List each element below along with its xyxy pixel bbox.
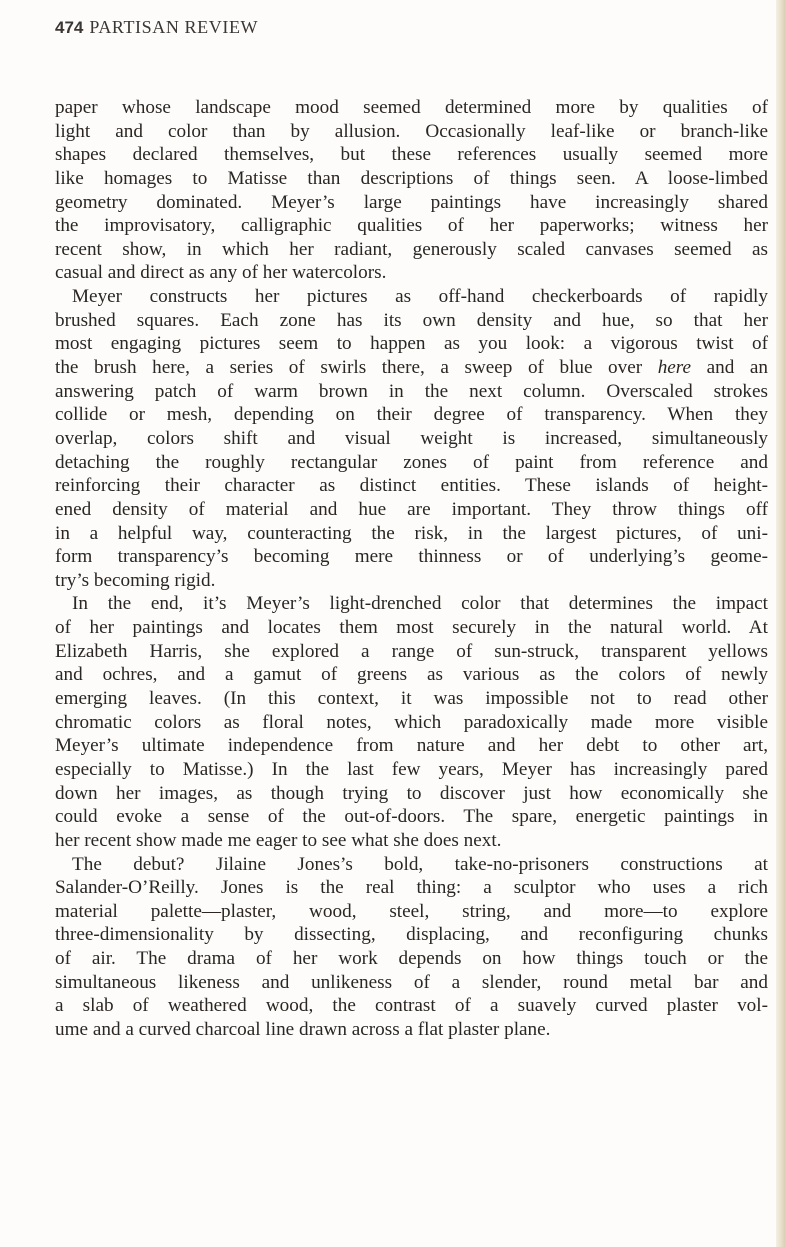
line-text: in a helpful way, counteracting the risk, in the largest pictures, of uni-: [55, 522, 768, 544]
line-text: casual and direct as any of her watercolors.: [55, 262, 387, 284]
line-text: ened density of material and hue are important. They throw things off: [55, 498, 768, 520]
line-text: answering patch of warm brown in the next column. Overscaled strokes: [55, 380, 768, 402]
text-line: [55, 427, 768, 451]
running-header: [55, 17, 258, 38]
text-line: [55, 876, 768, 900]
line-text: the improvisatory, calligraphic qualities of her paperworks; witness her: [55, 215, 768, 237]
text-line: [55, 332, 768, 356]
line-text: her recent show made me eager to see what she does next.: [55, 829, 502, 851]
line-text: simultaneous likeness and unlikeness of a slender, round metal bar and: [55, 971, 768, 993]
text-line: [55, 947, 768, 971]
text-line: [55, 900, 768, 924]
page-number: 474: [55, 18, 84, 37]
text-line: [55, 356, 768, 380]
text-line: [55, 923, 768, 947]
text-line: [55, 687, 768, 711]
line-text: recent show, in which her radiant, generously scaled canvases seemed as: [55, 238, 768, 260]
line-text: light and color than by allusion. Occasionally leaf-like or branch-like: [55, 120, 768, 142]
line-text: material palette—plaster, wood, steel, string, and more—to explore: [55, 900, 768, 922]
text-line: [55, 663, 768, 687]
text-segment: and an: [691, 357, 768, 379]
line-text: geometry dominated. Meyer’s large paintings have increasingly shared: [55, 191, 768, 213]
text-line: [55, 994, 768, 1018]
text-line: [55, 782, 768, 806]
text-line: [55, 734, 768, 758]
text-line: [55, 167, 768, 191]
text-line: [55, 96, 768, 120]
text-line: [55, 120, 768, 144]
paragraph: [55, 285, 768, 592]
italic-text: here: [657, 357, 692, 379]
line-text: down her images, as though trying to discover just how economically she: [55, 782, 768, 804]
line-text: form transparency’s becoming mere thinness or of underlying’s geome-: [55, 546, 768, 568]
text-line: [55, 829, 768, 853]
text-line: [55, 569, 768, 593]
text-line: [55, 805, 768, 829]
text-line: [55, 238, 768, 262]
text-line: [55, 214, 768, 238]
line-text: a slab of weathered wood, the contrast of a suavely curved plaster vol-: [55, 995, 768, 1017]
text-line: [55, 971, 768, 995]
text-line: [55, 191, 768, 215]
article-body: [55, 96, 768, 1042]
line-text: overlap, colors shift and visual weight is increased, simultaneously: [55, 427, 768, 449]
line-text: especially to Matisse.) In the last few years, Meyer has increasingly pared: [55, 758, 768, 780]
line-text: of air. The drama of her work depends on how things touch or the: [55, 948, 768, 970]
text-line: [55, 143, 768, 167]
line-text: Meyer constructs her pictures as off-hand checkerboards of rapidly: [72, 286, 768, 308]
line-text: The debut? Jilaine Jones’s bold, take-no-prisoners constructions at: [72, 853, 768, 875]
text-line: [55, 451, 768, 475]
line-text: Salander-O’Reilly. Jones is the real thing: a sculptor who uses a rich: [55, 877, 768, 899]
paragraph: [55, 853, 768, 1042]
line-text: Meyer’s ultimate independence from nature and her debt to other art,: [55, 735, 768, 757]
line-text: of her paintings and locates them most securely in the natural world. At: [55, 617, 768, 639]
text-line: [55, 592, 768, 616]
text-line: [55, 380, 768, 404]
journal-title: PARTISAN REVIEW: [89, 17, 259, 37]
text-line: [55, 522, 768, 546]
line-text: ume and a curved charcoal line drawn across a flat plaster plane.: [55, 1018, 551, 1040]
text-line: [55, 640, 768, 664]
line-text: In the end, it’s Meyer’s light-drenched color that determines the impact: [72, 593, 768, 615]
line-text: like homages to Matisse than descriptions of things seen. A loose-limbed: [55, 167, 768, 189]
paragraph: [55, 96, 768, 285]
line-text: shapes declared themselves, but these references usually seemed more: [55, 144, 768, 166]
line-text: try’s becoming rigid.: [55, 569, 216, 591]
line-text: detaching the roughly rectangular zones of paint from reference and: [55, 451, 768, 473]
text-line: [55, 853, 768, 877]
text-line: [55, 403, 768, 427]
line-text: could evoke a sense of the out-of-doors. The spare, energetic paintings in: [55, 806, 768, 828]
line-text: most engaging pictures seem to happen as you look: a vigorous twist of: [55, 333, 768, 355]
line-text: three-dimensionality by dissecting, displacing, and reconfiguring chunks: [55, 924, 768, 946]
text-line: [55, 616, 768, 640]
text-line: [55, 261, 768, 285]
line-text: collide or mesh, depending on their degree of transparency. When they: [55, 404, 768, 426]
book-gutter-shadow: [776, 0, 785, 1247]
text-line: [55, 498, 768, 522]
line-text: brushed squares. Each zone has its own density and hue, so that her: [55, 309, 768, 331]
line-text: emerging leaves. (In this context, it was impossible not to read other: [55, 688, 768, 710]
line-text: Elizabeth Harris, she explored a range of sun-struck, transparent yellows: [55, 640, 768, 662]
text-line: [55, 758, 768, 782]
text-line: [55, 474, 768, 498]
paragraph: [55, 592, 768, 852]
line-text: [55, 356, 768, 380]
text-line: [55, 1018, 768, 1042]
text-line: [55, 285, 768, 309]
line-text: chromatic colors as floral notes, which paradoxically made more visible: [55, 711, 768, 733]
line-text: paper whose landscape mood seemed determined more by qualities of: [55, 97, 768, 118]
line-text: reinforcing their character as distinct entities. These islands of height-: [55, 475, 768, 497]
text-line: [55, 309, 768, 333]
text-line: [55, 711, 768, 735]
text-line: [55, 545, 768, 569]
line-text: and ochres, and a gamut of greens as various as the colors of newly: [55, 664, 768, 686]
text-segment: the brush here, a series of swirls there, a sweep of blue over: [55, 357, 658, 379]
